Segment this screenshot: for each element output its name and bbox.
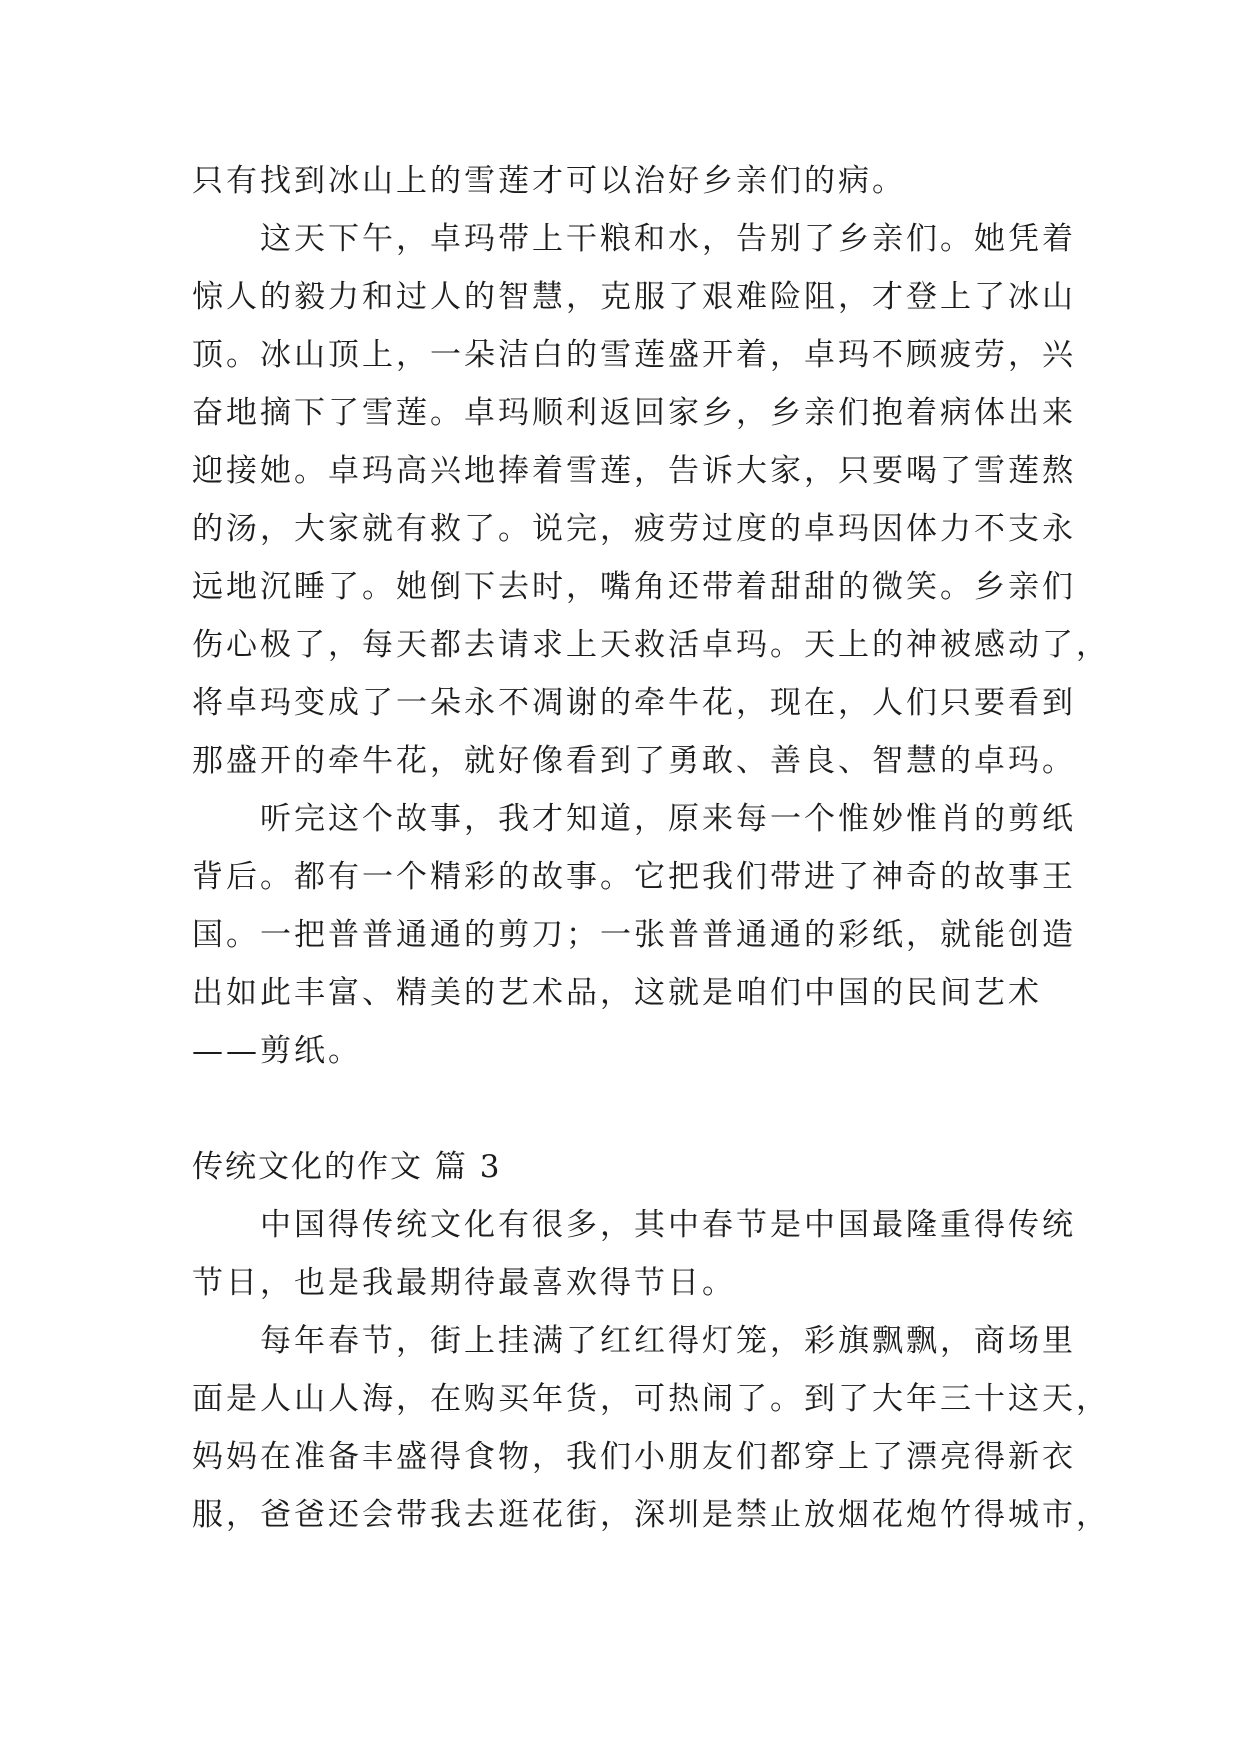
text-line: 惊人的毅力和过人的智慧，克服了艰难险阻，才登上了冰山 [192, 279, 1076, 315]
text-line: 奋地摘下了雪莲。卓玛顺利返回家乡，乡亲们抱着病体出来 [192, 395, 1076, 431]
text-line: 只有找到冰山上的雪莲才可以治好乡亲们的病。 [192, 163, 906, 199]
text-line: 出如此丰富、精美的艺术品，这就是咱们中国的民间艺术 [192, 975, 1042, 1011]
text-line: 的汤，大家就有救了。说完，疲劳过度的卓玛因体力不支永 [192, 511, 1076, 547]
text-line: 节日，也是我最期待最喜欢得节日。 [192, 1265, 736, 1301]
text-line: 那盛开的牵牛花，就好像看到了勇敢、善良、智慧的卓玛。 [192, 743, 1076, 779]
text-line: 远地沉睡了。她倒下去时，嘴角还带着甜甜的微笑。乡亲们 [192, 569, 1076, 605]
text-line: 将卓玛变成了一朵永不凋谢的牵牛花，现在，人们只要看到 [192, 685, 1076, 721]
paragraph-start-line: 中国得传统文化有很多，其中春节是中国最隆重得传统 [260, 1207, 1076, 1243]
paragraph-start-line: 听完这个故事，我才知道，原来每一个惟妙惟肖的剪纸 [260, 801, 1076, 837]
text-line: 背后。都有一个精彩的故事。它把我们带进了神奇的故事王 [192, 859, 1076, 895]
document-body [192, 152, 1110, 1544]
text-line: 国。一把普普通通的剪刀；一张普普通通的彩纸，就能创造 [192, 917, 1076, 953]
text-line: ——剪纸。 [192, 1033, 362, 1069]
text-line: 服，爸爸还会带我去逛花街，深圳是禁止放烟花炮竹得城市， [192, 1497, 1110, 1533]
paragraph-start-line: 每年春节，街上挂满了红红得灯笼，彩旗飘飘，商场里 [260, 1323, 1076, 1359]
section-spacer [192, 1080, 1062, 1138]
text-line: 伤心极了，每天都去请求上天救活卓玛。天上的神被感动了， [192, 627, 1110, 663]
text-line: 顶。冰山顶上，一朵洁白的雪莲盛开着，卓玛不顾疲劳，兴 [192, 337, 1076, 373]
text-line: 妈妈在准备丰盛得食物，我们小朋友们都穿上了漂亮得新衣 [192, 1439, 1076, 1475]
text-line: 迎接她。卓玛高兴地捧着雪莲，告诉大家，只要喝了雪莲熬 [192, 453, 1076, 489]
section-title: 传统文化的作文 篇 3 [192, 1149, 502, 1185]
text-line: 面是人山人海，在购买年货，可热闹了。到了大年三十这天， [192, 1381, 1110, 1417]
paragraph-start-line: 这天下午，卓玛带上干粮和水，告别了乡亲们。她凭着 [260, 221, 1076, 257]
